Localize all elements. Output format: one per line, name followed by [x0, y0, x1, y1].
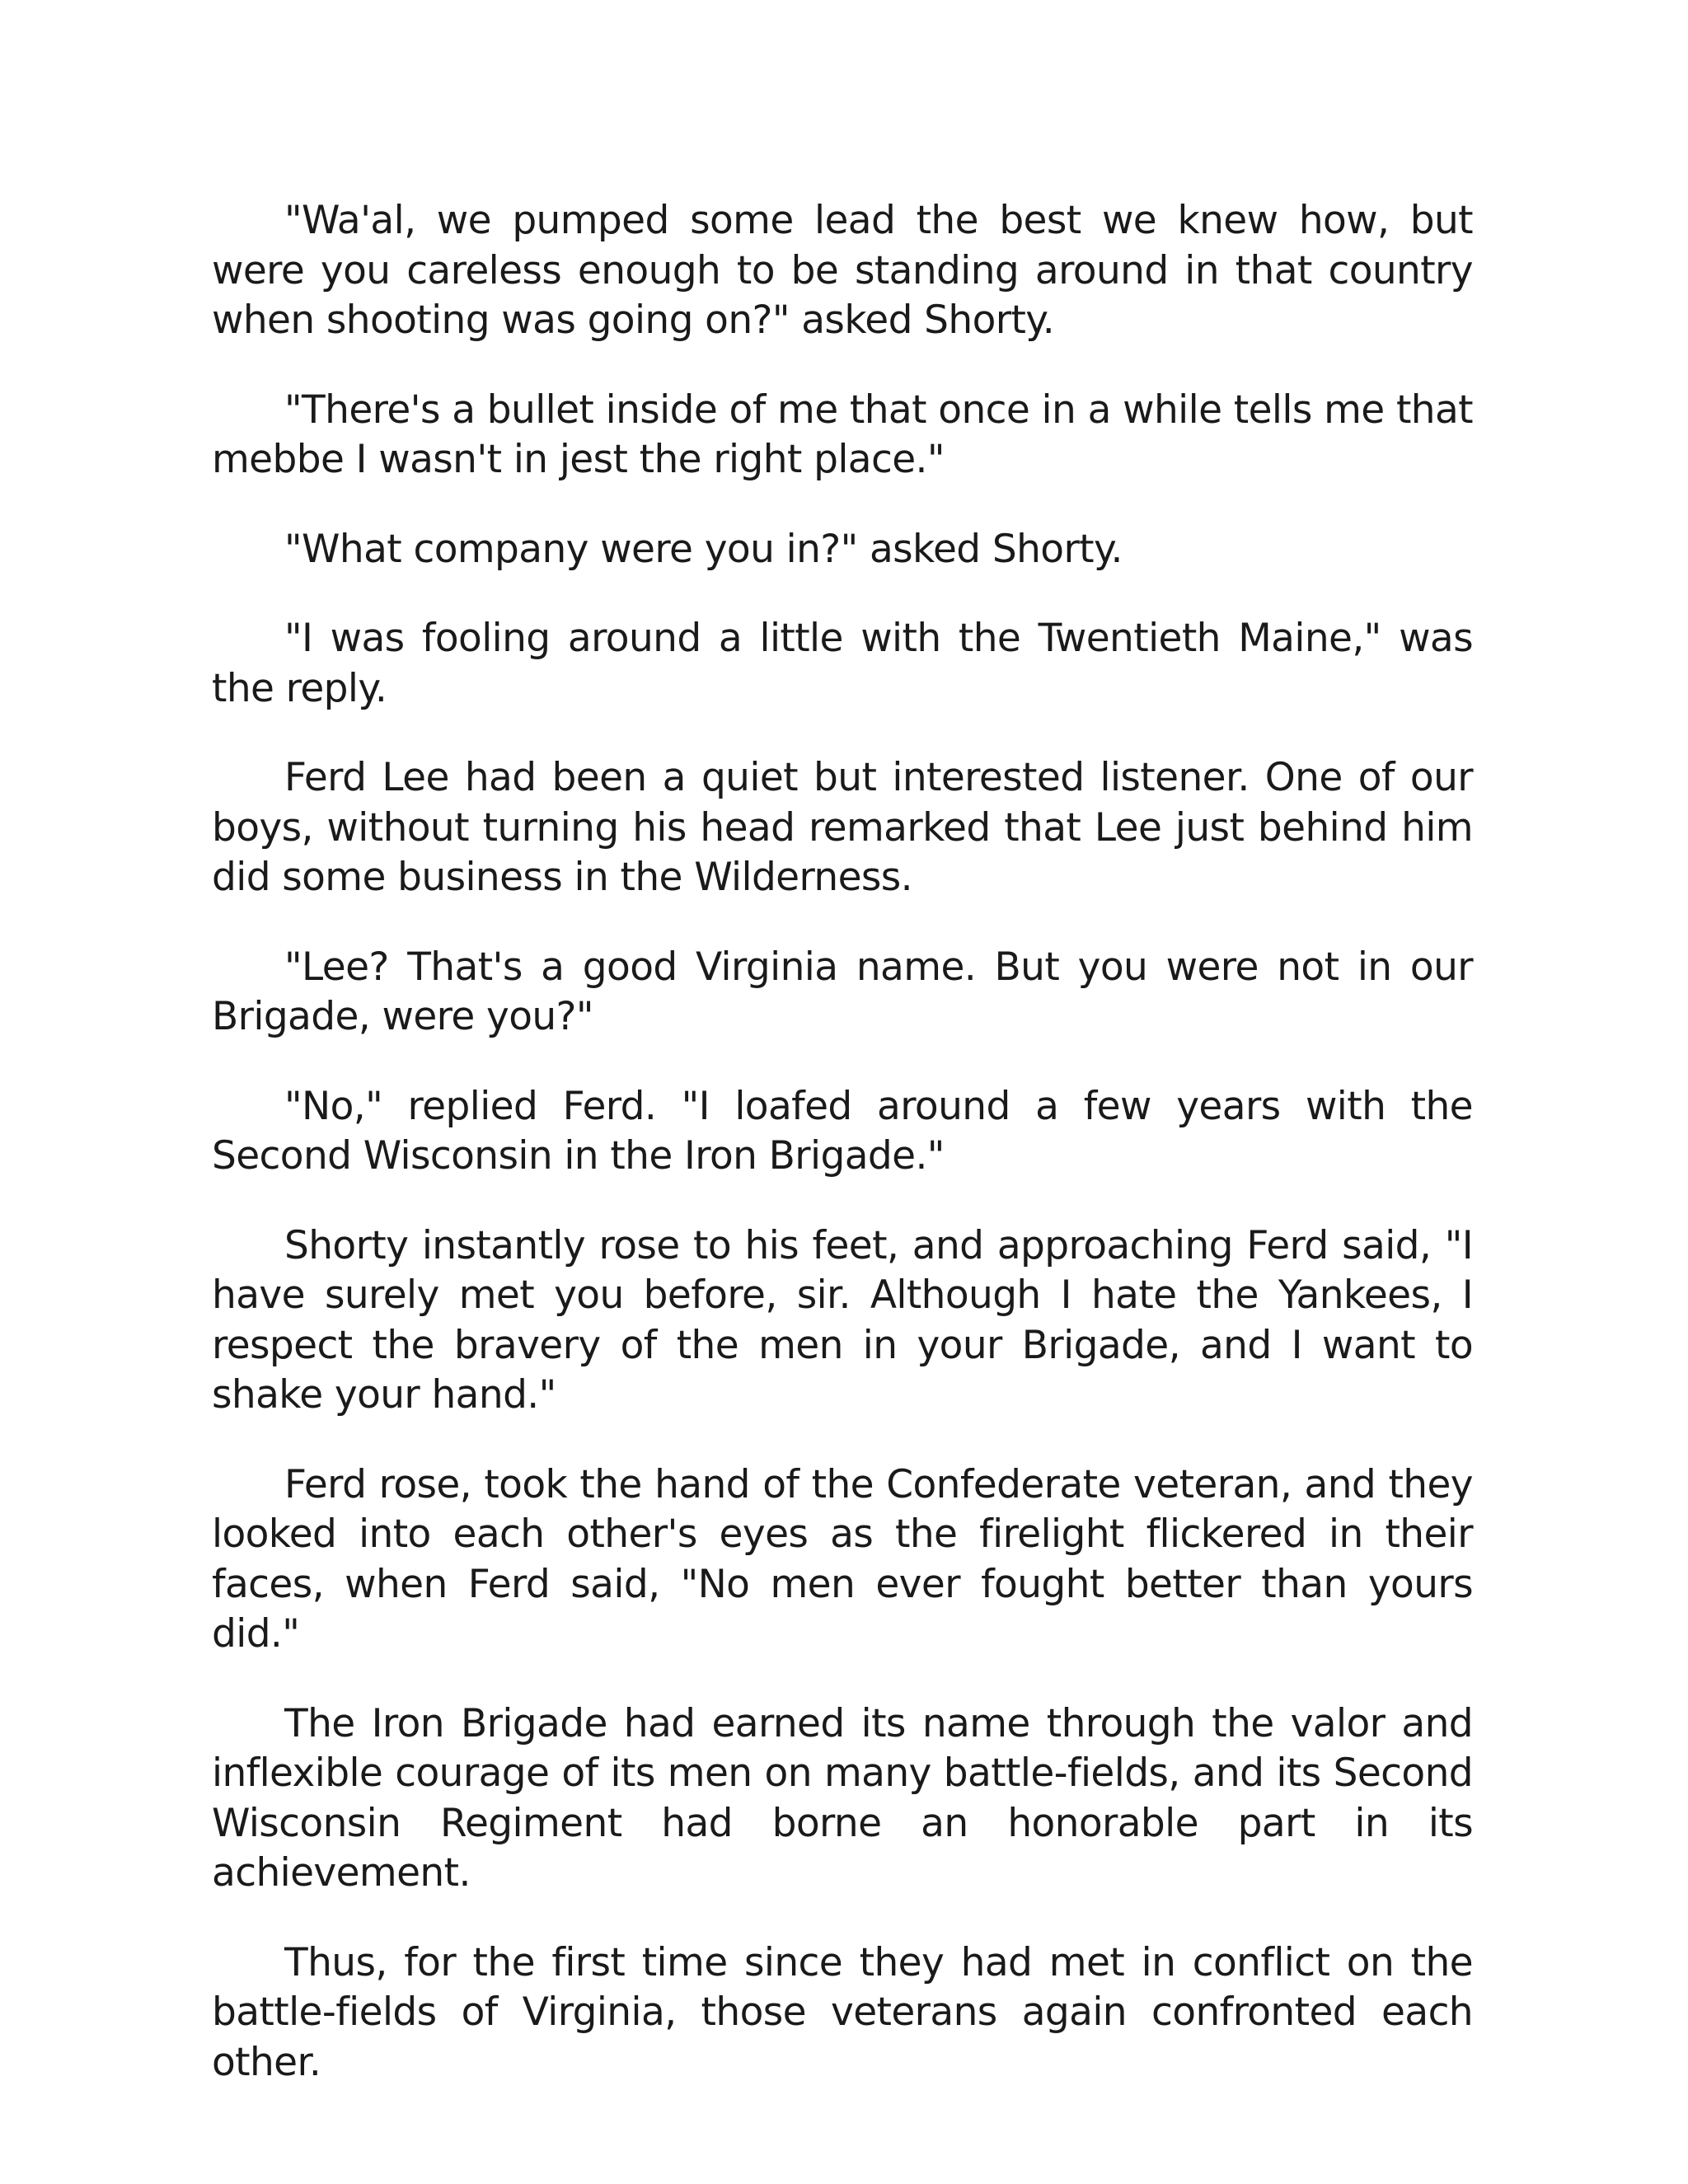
paragraph: "There's a bullet inside of me that once in a while tells me that mebbe I wasn't in jest the right place." [212, 387, 1473, 482]
paragraph: "Wa'al, we pumped some lead the best we knew how, but were you careless enough to be standing around in that country when shooting was going on?" asked Shorty. [212, 198, 1473, 343]
paragraph: "I was fooling around a little with the Twentieth Maine," was the reply. [212, 616, 1473, 711]
paragraph: "Lee? That's a good Virginia name. But you were not in our Brigade, were you?" [212, 944, 1473, 1039]
paragraph: Shorty instantly rose to his feet, and approaching Ferd said, "I have surely met you before, sir. Although I hate the Yankees, I respect the bravery of the men in your Brigade, and I want to shake your hand." [212, 1222, 1473, 1418]
paragraph: Thus, for the first time since they had met in conflict on the battle-fields of Virginia, those veterans again confronted each other. [212, 1939, 1473, 2085]
paragraph: "No," replied Ferd. "I loafed around a few years with the Second Wisconsin in the Iron Brigade." [212, 1083, 1473, 1179]
paragraph: Ferd rose, took the hand of the Confederate veteran, and they looked into each other's eyes as the firelight flickered in their faces, when Ferd said, "No men ever fought better than yours did." [212, 1461, 1473, 1657]
paragraph: Ferd Lee had been a quiet but interested listener. One of our boys, without turning his head remarked that Lee just behind him did some business in the Wilderness. [212, 755, 1473, 900]
paragraph: "What company were you in?" asked Shorty. [284, 526, 1123, 572]
body-text [212, 196, 1473, 2127]
paragraph: The Iron Brigade had earned its name through the valor and inflexible courage of its men on many battle-fields, and its Second Wisconsin Regiment had borne an honorable part in its achievement. [212, 1700, 1473, 1896]
